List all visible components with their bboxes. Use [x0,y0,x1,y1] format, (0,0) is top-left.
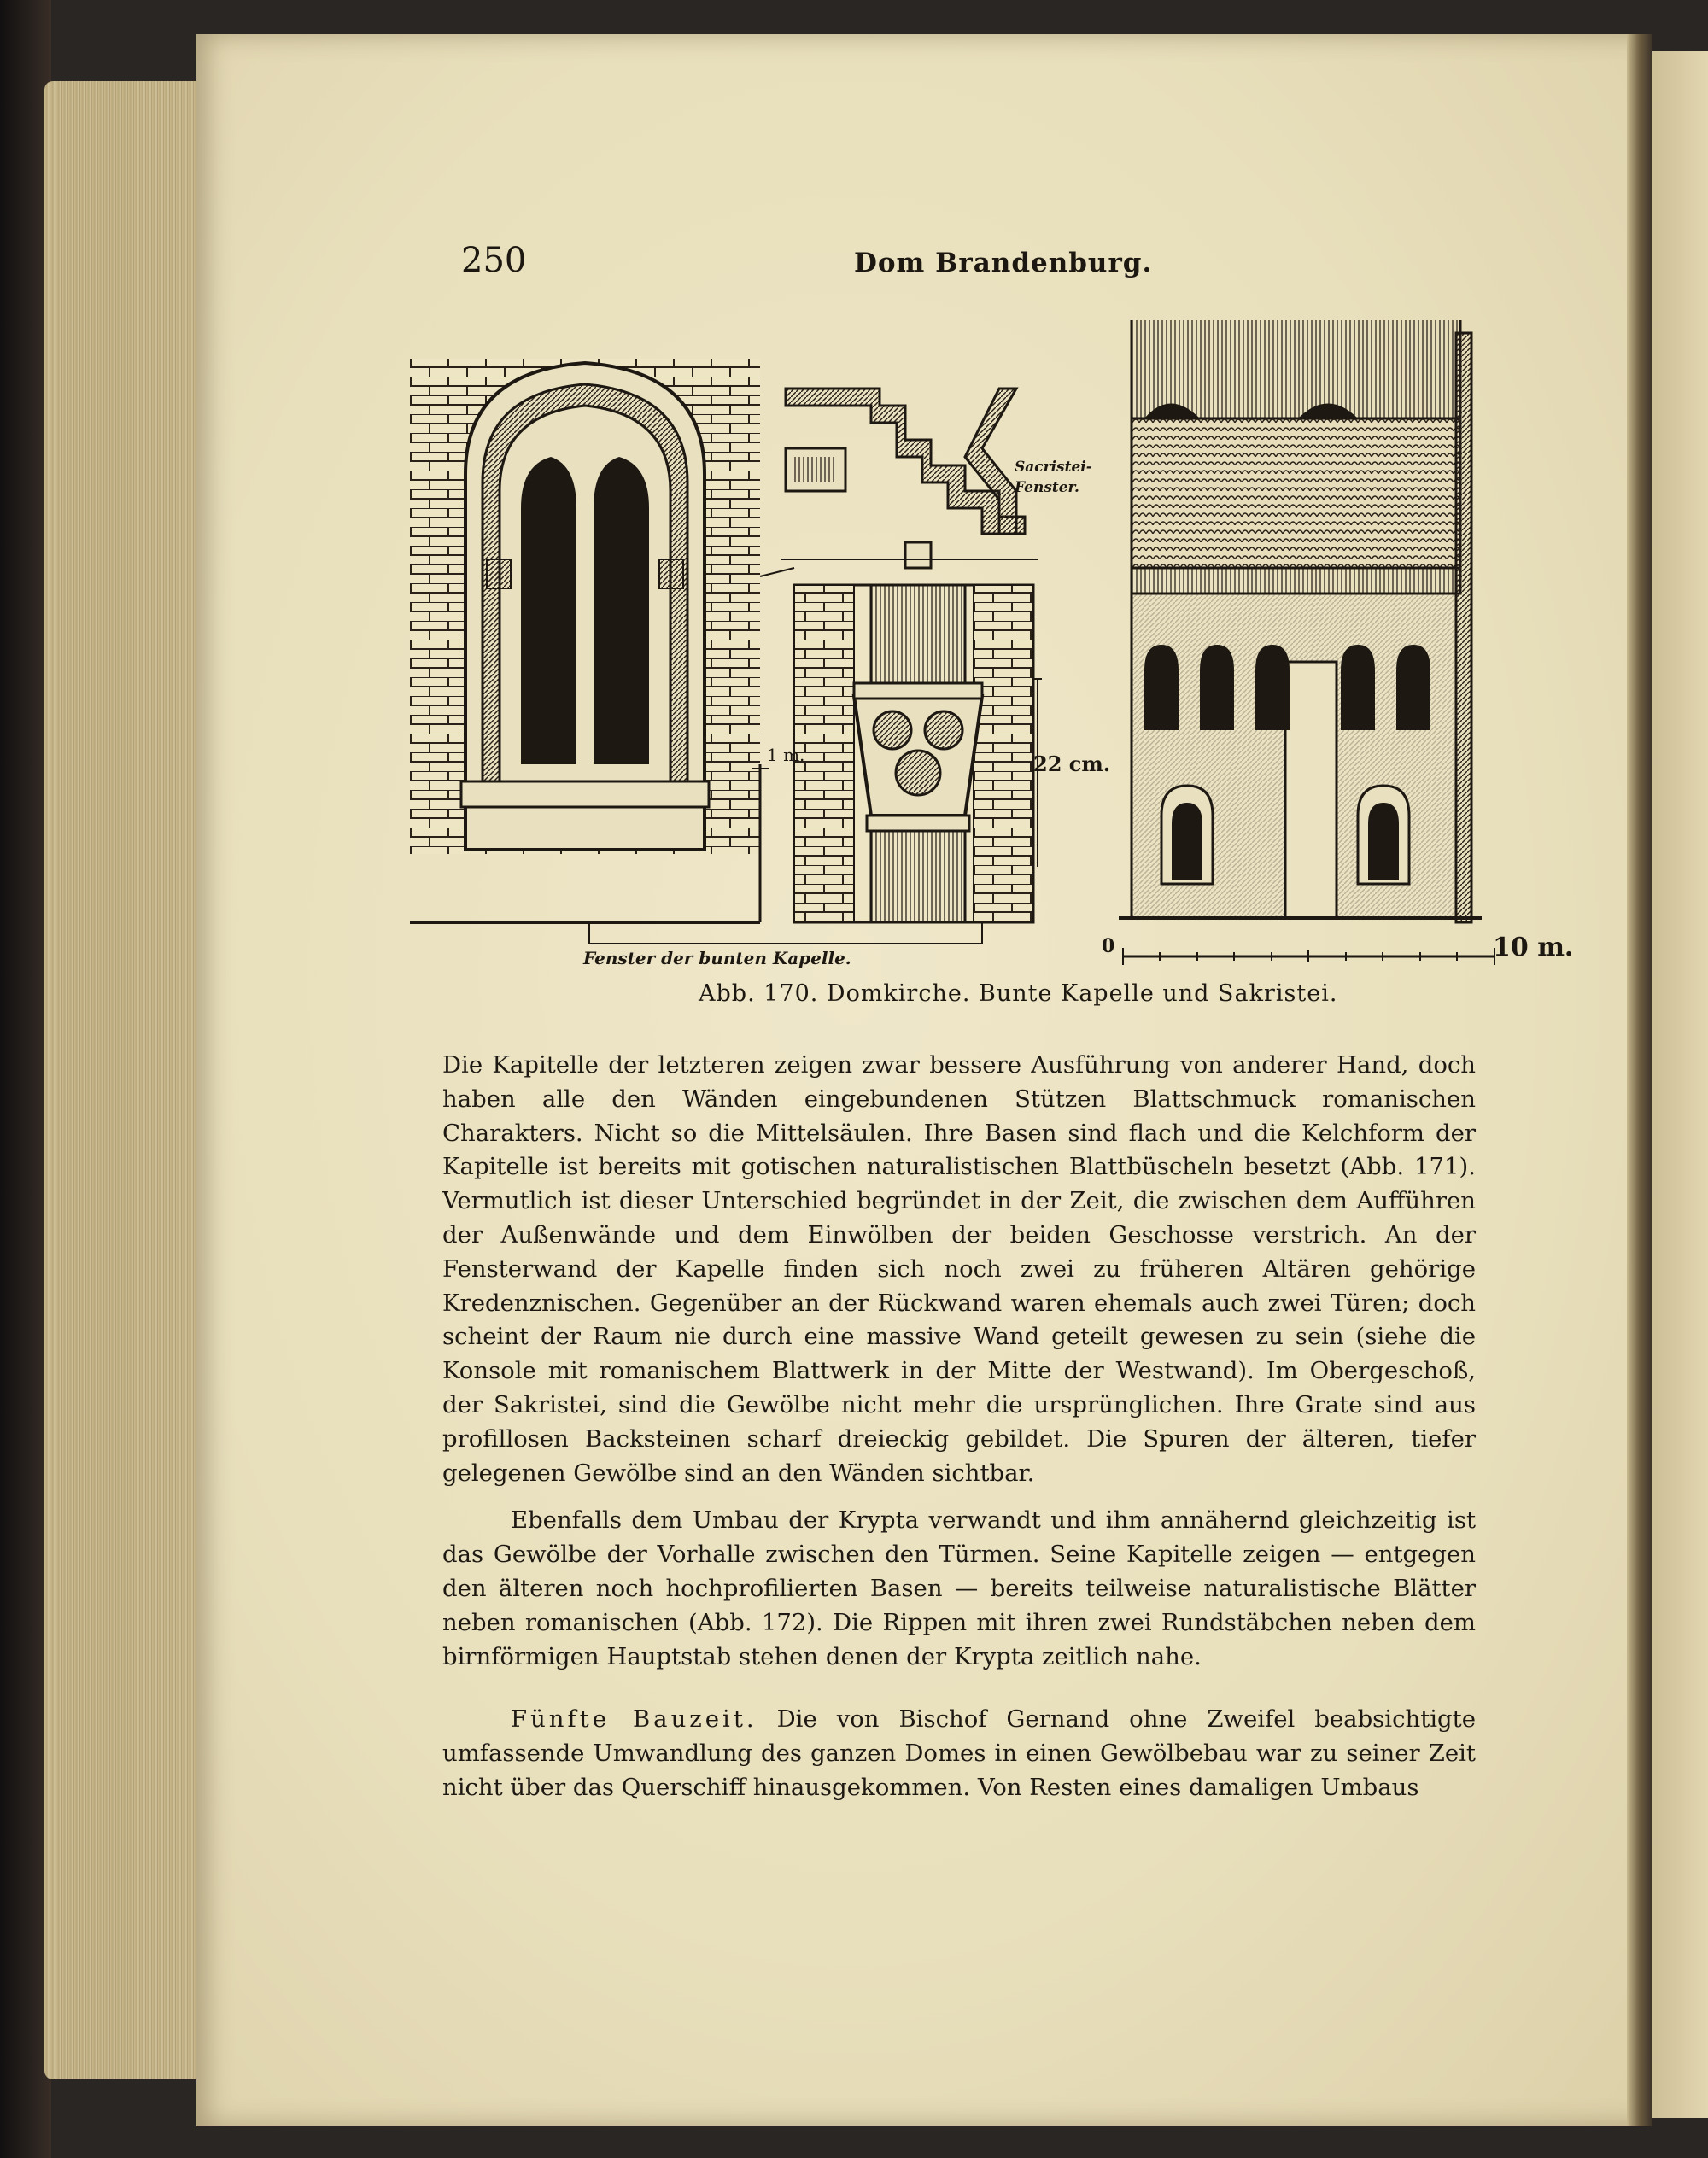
book-cover-edge [0,0,51,2158]
label-22cm: 22 cm. [1033,751,1111,776]
running-title: Dom Brandenburg. [854,248,1153,278]
page-number: 250 [461,241,527,280]
page-stack-edge [44,81,215,2079]
paragraph-3 [442,1703,1476,1804]
scale-end-label: 10 m. [1493,933,1574,962]
next-page-edge [1652,51,1708,2118]
window-drawing [410,359,769,922]
book-gutter [1627,34,1652,2126]
elevation-drawing [1119,320,1494,965]
page-header [461,241,1486,292]
window-label: Fenster der bunten Kapelle. [583,948,851,968]
body-text [442,1049,1476,1805]
label-scale-1m: 1 m. [767,745,805,765]
scale-start-label: 0 [1102,935,1115,957]
paragraph-2: Ebenfalls dem Umbau der Krypta verwandt und ihm annähernd gleichzeitig ist das Gewölbe der Vorhalle zwischen den Türmen. Seine Kapitelle zeigen — entgegen den älteren noch hochprofilierten Basen — bereits teilweise naturalistische Blätter neben romanischen (Abb. 172). Die Rippen mit ihren zwei Rundstäbchen neben dem birnförmigen Hauptstab stehen denen der Krypta zeitlich nahe. [442,1506,1476,1670]
figure-caption: Abb. 170. Domkirche. Bunte Kapelle und Sakristei. [699,980,1338,1007]
figure-illustration [401,320,1512,969]
paragraph-3-text: Die von Bischof Gernand ohne Zweifel beabsichtigte umfassende Umwandlung des ganzen Domes in einen Gewölbebau war zu seiner Zeit nicht über das Querschiff hinausgekommen. Von Resten eines damaligen Umbaus [442,1705,1476,1801]
label-sacristei-window: Sacristei-Fenster. [1015,459,1092,496]
paragraph-1: Die Kapitelle der letzteren zeigen zwar bessere Ausführung von anderer Hand, doch haben alle den Wänden eingebundenen Stützen Blattschmuck romanischen Charakters. Nicht so die Mittelsäulen. Ihre Basen sind flach und die Kelchform der Kapitelle ist bereits mit gotischen naturalistischen Blattbüscheln besetzt (Abb. 171). Vermutlich ist dieser Unterschied begründet in der Zeit, die zwischen dem Aufführen der Außenwände und dem Einwölben der beiden Geschosse verstrich. An der Fensterwand der Kapelle finden sich noch zwei zu früheren Altären gehörige Kredenznischen. Gegenüber an der Rückwand waren ehemals auch zwei Türen; doch scheint der Raum nie durch eine massive Wand geteilt gewesen zu sein (siehe die Konsole mit romanischem Blattwerk in der Mitte der Westwand). Im Obergeschoß, der Sakristei, sind die Gewölbe nicht mehr die ursprünglichen. Ihre Grate sind aus profillosen Backsteinen scharf dreieckig gebildet. Die Spuren der älteren, tiefer gelegenen Gewölbe sind an den Wänden sichtbar. [442,1051,1476,1487]
section-heading: Fünfte Bauzeit. [511,1705,757,1734]
